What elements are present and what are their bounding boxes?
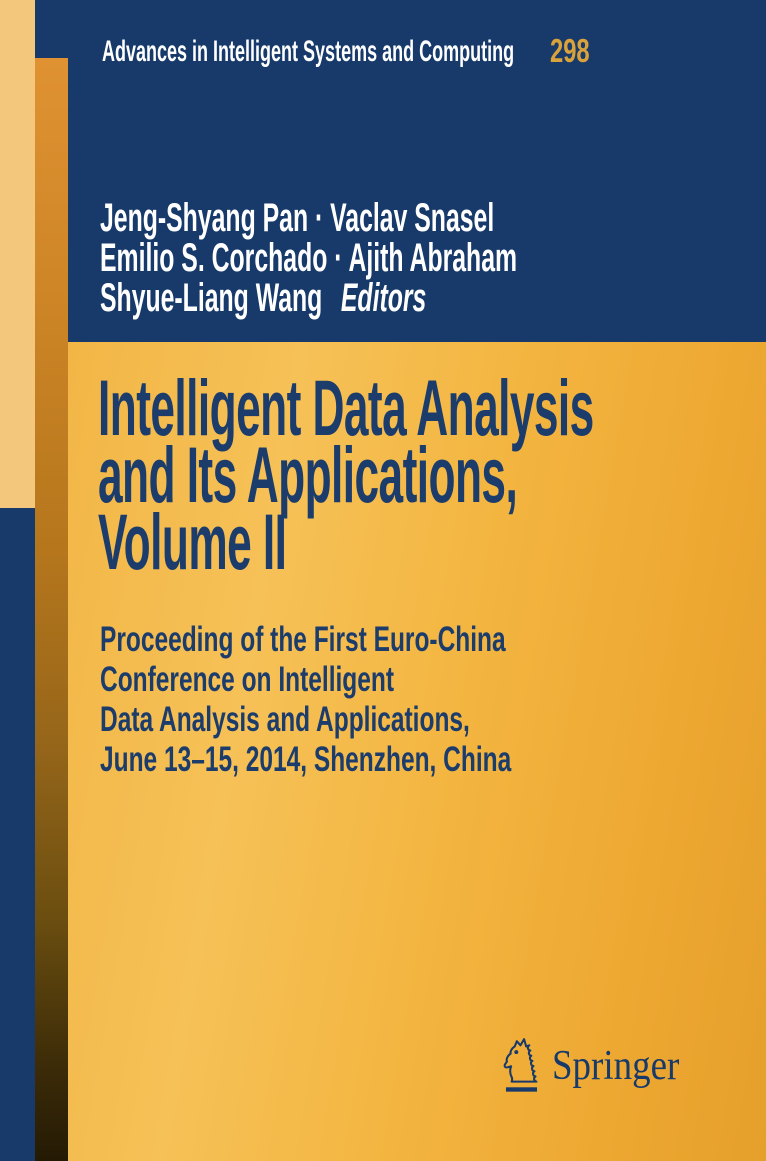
subtitle-line-2: Conference on Intelligent bbox=[100, 660, 395, 699]
title-line-3: Volume II bbox=[98, 497, 287, 586]
subtitle-line-1: Proceeding of the First Euro-China bbox=[100, 620, 506, 659]
springer-horse-knight-icon bbox=[502, 1035, 542, 1093]
title-line-2: and Its Applications, bbox=[98, 430, 518, 519]
editors-line-1: Jeng-Shyang Pan · Vaclav Snasel bbox=[100, 196, 495, 240]
editors-line-2: Emilio S. Corchado · Ajith Abraham bbox=[100, 236, 518, 280]
amber-spine-stripe bbox=[35, 58, 68, 1161]
publisher-logo bbox=[502, 1035, 702, 1105]
book-subtitle bbox=[100, 620, 687, 780]
editors-block bbox=[100, 198, 766, 318]
editors-role-label: Editors bbox=[340, 276, 427, 320]
subtitle-line-4: June 13–15, 2014, Shenzhen, China bbox=[100, 740, 512, 779]
subtitle-line-3: Data Analysis and Applications, bbox=[100, 700, 470, 739]
tan-spine-stripe bbox=[0, 0, 35, 508]
editors-line-3 bbox=[100, 278, 517, 318]
book-title bbox=[98, 363, 766, 586]
series-band bbox=[102, 37, 766, 67]
series-title: Advances in Intelligent Systems and Computing bbox=[102, 35, 515, 68]
title-line-1: Intelligent Data Analysis bbox=[98, 363, 594, 452]
editor-name: Shyue-Liang Wang bbox=[100, 276, 323, 320]
series-volume-number: 298 bbox=[550, 32, 590, 69]
publisher-name: Springer bbox=[552, 1043, 680, 1089]
